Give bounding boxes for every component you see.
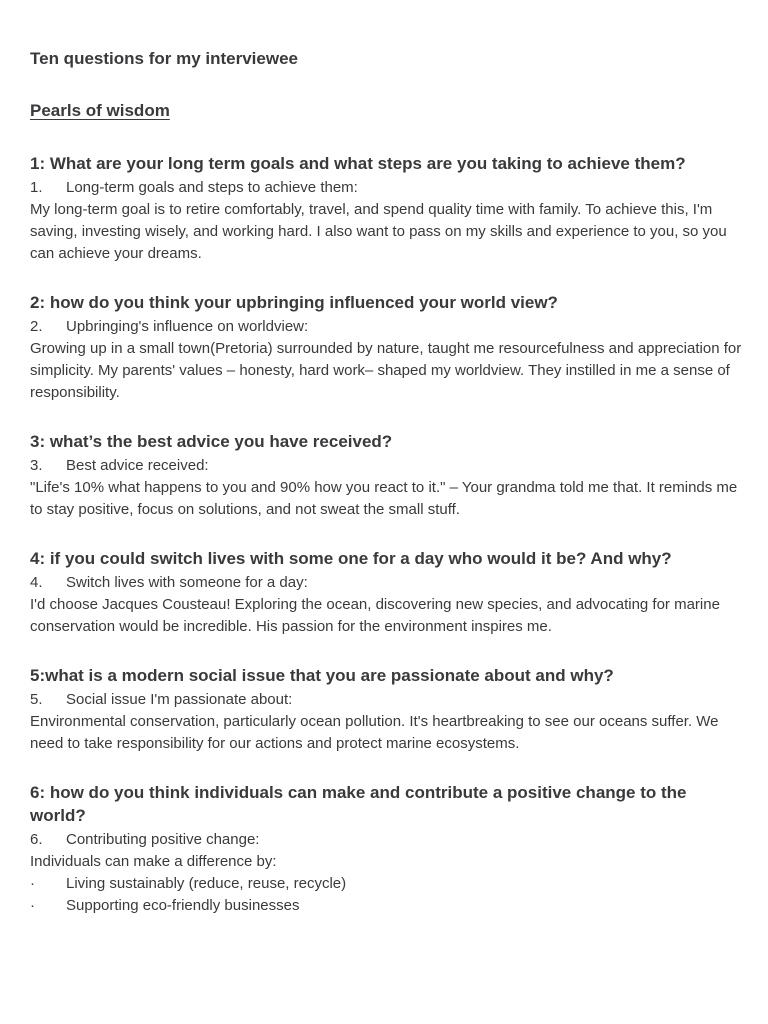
document-subtitle: Pearls of wisdom xyxy=(30,101,170,120)
document-page xyxy=(30,46,742,917)
answer-number-line xyxy=(30,316,742,338)
qa-section-1 xyxy=(30,152,742,265)
qa-section-3 xyxy=(30,430,742,521)
answer-text: Individuals can make a difference by: xyxy=(30,853,277,870)
qa-section-2 xyxy=(30,291,742,404)
answer-heading: Long-term goals and steps to achieve them: xyxy=(66,179,358,196)
answer-number-line xyxy=(30,572,742,594)
answer-text: My long-term goal is to retire comfortably, travel, and spend quality time with family. To achieve this, I'm saving, investing wisely, and working hard. I also want to pass on my skills and experience to you, so you can achieve your dreams. xyxy=(30,201,727,262)
question-heading: 6: how do you think individuals can make and contribute a positive change to the world? xyxy=(30,783,687,825)
answer-heading: Contributing positive change: xyxy=(66,831,260,848)
answer-heading: Upbringing's influence on worldview: xyxy=(66,318,309,335)
list-number: 2. xyxy=(30,318,43,335)
list-number: 3. xyxy=(30,457,43,474)
list-item-text: Living sustainably (reduce, reuse, recycle) xyxy=(66,875,347,892)
question-heading: 4: if you could switch lives with some one for a day who would it be? And why? xyxy=(30,549,672,568)
qa-section-6 xyxy=(30,781,742,917)
answer-heading: Best advice received: xyxy=(66,457,209,474)
answer-number-line xyxy=(30,177,742,199)
answer-text: "Life's 10% what happens to you and 90% how you react to it." – Your grandma told me that. It reminds me to stay positive, focus on solutions, and not sweat the small stuff. xyxy=(30,479,738,518)
answer-text: Growing up in a small town(Pretoria) surrounded by nature, taught me resourcefulness and appreciation for simplicity. My parents' values – honesty, hard work– shaped my worldview. They instilled in me a sense of responsibility. xyxy=(30,340,742,401)
bullet-glyph: · xyxy=(30,897,35,914)
answer-text: I'd choose Jacques Cousteau! Exploring the ocean, discovering new species, and advocating for marine conservation would be incredible. His passion for the environment inspires me. xyxy=(30,596,720,635)
answer-heading: Switch lives with someone for a day: xyxy=(66,574,308,591)
list-number: 1. xyxy=(30,179,43,196)
question-heading: 1: What are your long term goals and what steps are you taking to achieve them? xyxy=(30,154,686,173)
answer-number-line xyxy=(30,455,742,477)
list-item xyxy=(30,873,742,895)
answer-text: Environmental conservation, particularly ocean pollution. It's heartbreaking to see our oceans suffer. We need to take responsibility for our actions and protect marine ecosystems. xyxy=(30,713,719,752)
list-number: 5. xyxy=(30,691,43,708)
document-title: Ten questions for my interviewee xyxy=(30,49,298,68)
question-heading: 3: what’s the best advice you have received? xyxy=(30,432,393,451)
qa-section-5 xyxy=(30,664,742,755)
question-heading: 2: how do you think your upbringing influenced your world view? xyxy=(30,293,558,312)
qa-section-4 xyxy=(30,547,742,638)
answer-number-line xyxy=(30,829,742,851)
list-number: 4. xyxy=(30,574,43,591)
answer-number-line xyxy=(30,689,742,711)
list-number: 6. xyxy=(30,831,43,848)
answer-heading: Social issue I'm passionate about: xyxy=(66,691,293,708)
bullet-glyph: · xyxy=(30,875,35,892)
list-item-text: Supporting eco-friendly businesses xyxy=(66,897,300,914)
list-item xyxy=(30,895,742,917)
question-heading: 5:what is a modern social issue that you are passionate about and why? xyxy=(30,666,614,685)
